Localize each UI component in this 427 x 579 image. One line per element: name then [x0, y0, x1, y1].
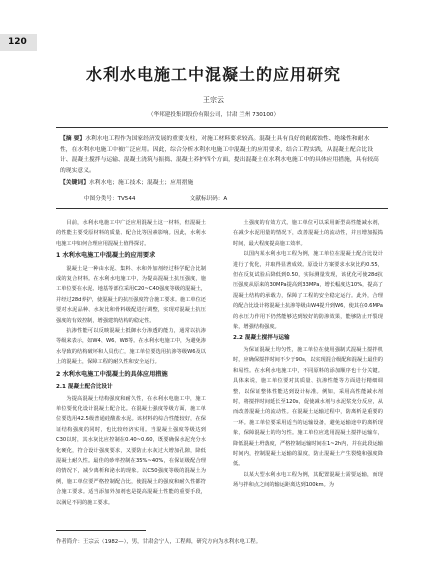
- section-heading: 2.1 混凝土配合比设计: [56, 384, 113, 391]
- abstract-text: 水利水电工程作为国家经济发展的重要支柱，对施工材料要求较高。混凝土具有良好的耐腐蚀性、绝缘性和耐水性，在水利水电施工中被广泛应用。因此，综合分析水利水电施工中混凝土的应用要求，结合工程实践，从混凝土配合比设计、混凝土搅拌与运输、混凝土浇筑与振捣、混凝土养护四个方面，提出混凝土在水利水电施工中的具体应用措施，具有较高的现实意义。: [60, 136, 379, 174]
- section-heading: 2.2 混凝土搅拌与运输: [233, 335, 290, 342]
- author-footnote: 作者简介：王宗云（1982—），男，甘肃会宁人，工程师，研究方向为水利水电工程。: [56, 539, 262, 545]
- keywords-paragraph: [60, 178, 380, 189]
- document-code: 文献标识码：A: [189, 196, 228, 202]
- clc-number: 中图分类号：TV544: [84, 196, 136, 202]
- section-heading: 1 水利水电施工中混凝土的应用要求: [56, 252, 156, 260]
- keywords-label: 【关键词】: [60, 180, 89, 187]
- body-paragraph: 混凝土是一种由水泥、集料、水和外加剂经过科学配合比制成的复合材料。在水利水电施工中，为提高混凝土抗压强度，施工单位要在水泥、地基等部位采用C20~C40强度等级的混凝土，并经过28d养护，使混凝土的抗压强度符合施工要求。施工单位还要对水泥品种、水灰比和骨料级配进行调整，实现对混凝土抗压强度的有效控制，增强建筑结构的稳定性。: [56, 265, 206, 324]
- body-paragraph: 土强度的有效方式。施工单位可以采用新型高性能减水剂，在减少水泥用量的情况下，改善混凝土的流动性，并且增加振捣时间，最大程度提高施工效率。: [233, 220, 383, 247]
- abstract-bottom-rule: [56, 208, 388, 209]
- body-paragraph: 以某大型水利水电工程为例，其配置混凝土需要运输，而现场与拌和点之间的输运距离达到100km。为: [233, 471, 383, 489]
- right-column: [233, 218, 383, 491]
- body-paragraph: 抗渗性能可以反映混凝土抵御水分渗透的能力，通常以抗渗等级来表示，如W4、W6、W8等。在水利水电施工中，为避免渗水导致的结构破坏和人员伤亡，施工单位要选用抗渗等级W6及以上的混凝土，保障工程的耐久性和安全运行。: [56, 328, 206, 366]
- abstract-block: [60, 134, 380, 189]
- author-affiliation: （华邦建投集团股份有限公司，甘肃 兰州 730100）: [147, 112, 280, 118]
- abstract-label: 【摘 要】: [60, 136, 86, 142]
- classification-codes: [84, 194, 384, 202]
- footnote-rule: [56, 530, 146, 531]
- body-paragraph: 为提高混凝土结构强度和耐久性，在水利水电施工中，施工单位要优化设计混凝土配合比。在混凝土强度等级方面，施工单位要选用42.5级普通硅酸盐水泥。该材料的综合性能较好，在保证结构强度的同时，也比较经济实用。当混凝土强度等级达到C30以时，其水灰比应控制在0.40~0.60，既要确保水泥充分水化硬化，符合设计强度要求，又要防止水灰过大增加孔隙，降低混凝土耐久性。最佳的砂率控制在35%~40%，在保证级配合理的情况下，减少离析和泌水的现象。以C50强度等级的混凝土为例，施工单位要严格控制配合比，使混凝土的强度和耐久性都符合施工要求。适当添加外加剂也是提高混凝土性能的重要手段，以满足不同的施工要求。: [56, 395, 206, 506]
- body-paragraph: 以国内某水利水电工程为例，施工单位在混凝土配合比设计进行了优化，并取得显著成效。原设计方案要求水灰比约0.55，但在反复试验后降低到0.50，实际测量发现，该优化可使28d抗压强度从原来的30MPa提高到33MPa，增长幅度达10%，提高了混凝土结构的承载力，保障了工程的安全稳定运行。此外，合理的配合比设计将混凝土抗渗等级由W4提升到W6，使其在0.6MPa的水压力作用下仍然能够达到较好的防渗效果，能够防止开裂现象，增强结构强度。: [233, 251, 383, 331]
- author-name: 王宗云: [203, 96, 224, 104]
- section-heading: 2 水利水电施工中混凝土的具体应用措施: [56, 370, 168, 378]
- abstract-paragraph: [60, 134, 380, 176]
- body-paragraph: 目前，水利水电施工中广泛应用混凝土这一材料，但混凝土的性能主要受原材料的质量、配合比等因素影响。因此，水利水电施工中如何合理应用混凝土值得探讨。: [56, 220, 206, 247]
- page-number: 120: [0, 34, 37, 51]
- left-column: [56, 218, 206, 508]
- abstract-top-rule: [56, 127, 388, 128]
- article-title: 水利水电施工中混凝土的应用研究: [85, 65, 341, 84]
- body-paragraph: 为保证混凝土均匀性，施工单位在使用强制式混凝土搅拌机时，应确保搅拌时间不少于90s，以实现混合级配和混凝土最佳的和易性。在水利水电施工中，不同原料的添加顺序也十分关键。具体来说，施工单位要对其质量、抗渗性能等方面进行精细调整，以保证整体性能达到设计标准。例如，采用高性能减水剂时，将搅拌时间延长至120s，促使减水剂与水泥浆充分反应，从而改善混凝土的流动性。在混凝土运输过程中，防离析是重要的一环。施工单位要采用适当的运输设备，避免运输途中的离析现象，保障混凝土的均匀性。施工单位应选用混凝土搅拌运输车，降低混凝土坍落度，严格控制运输时间在1~2h内，并在此段运输时间内，控制混凝土运输的温度，防止混凝土产生裂缝和强度降低。: [233, 346, 383, 468]
- keywords-text: 水利水电；施工技术；混凝土；应用措施: [89, 180, 194, 187]
